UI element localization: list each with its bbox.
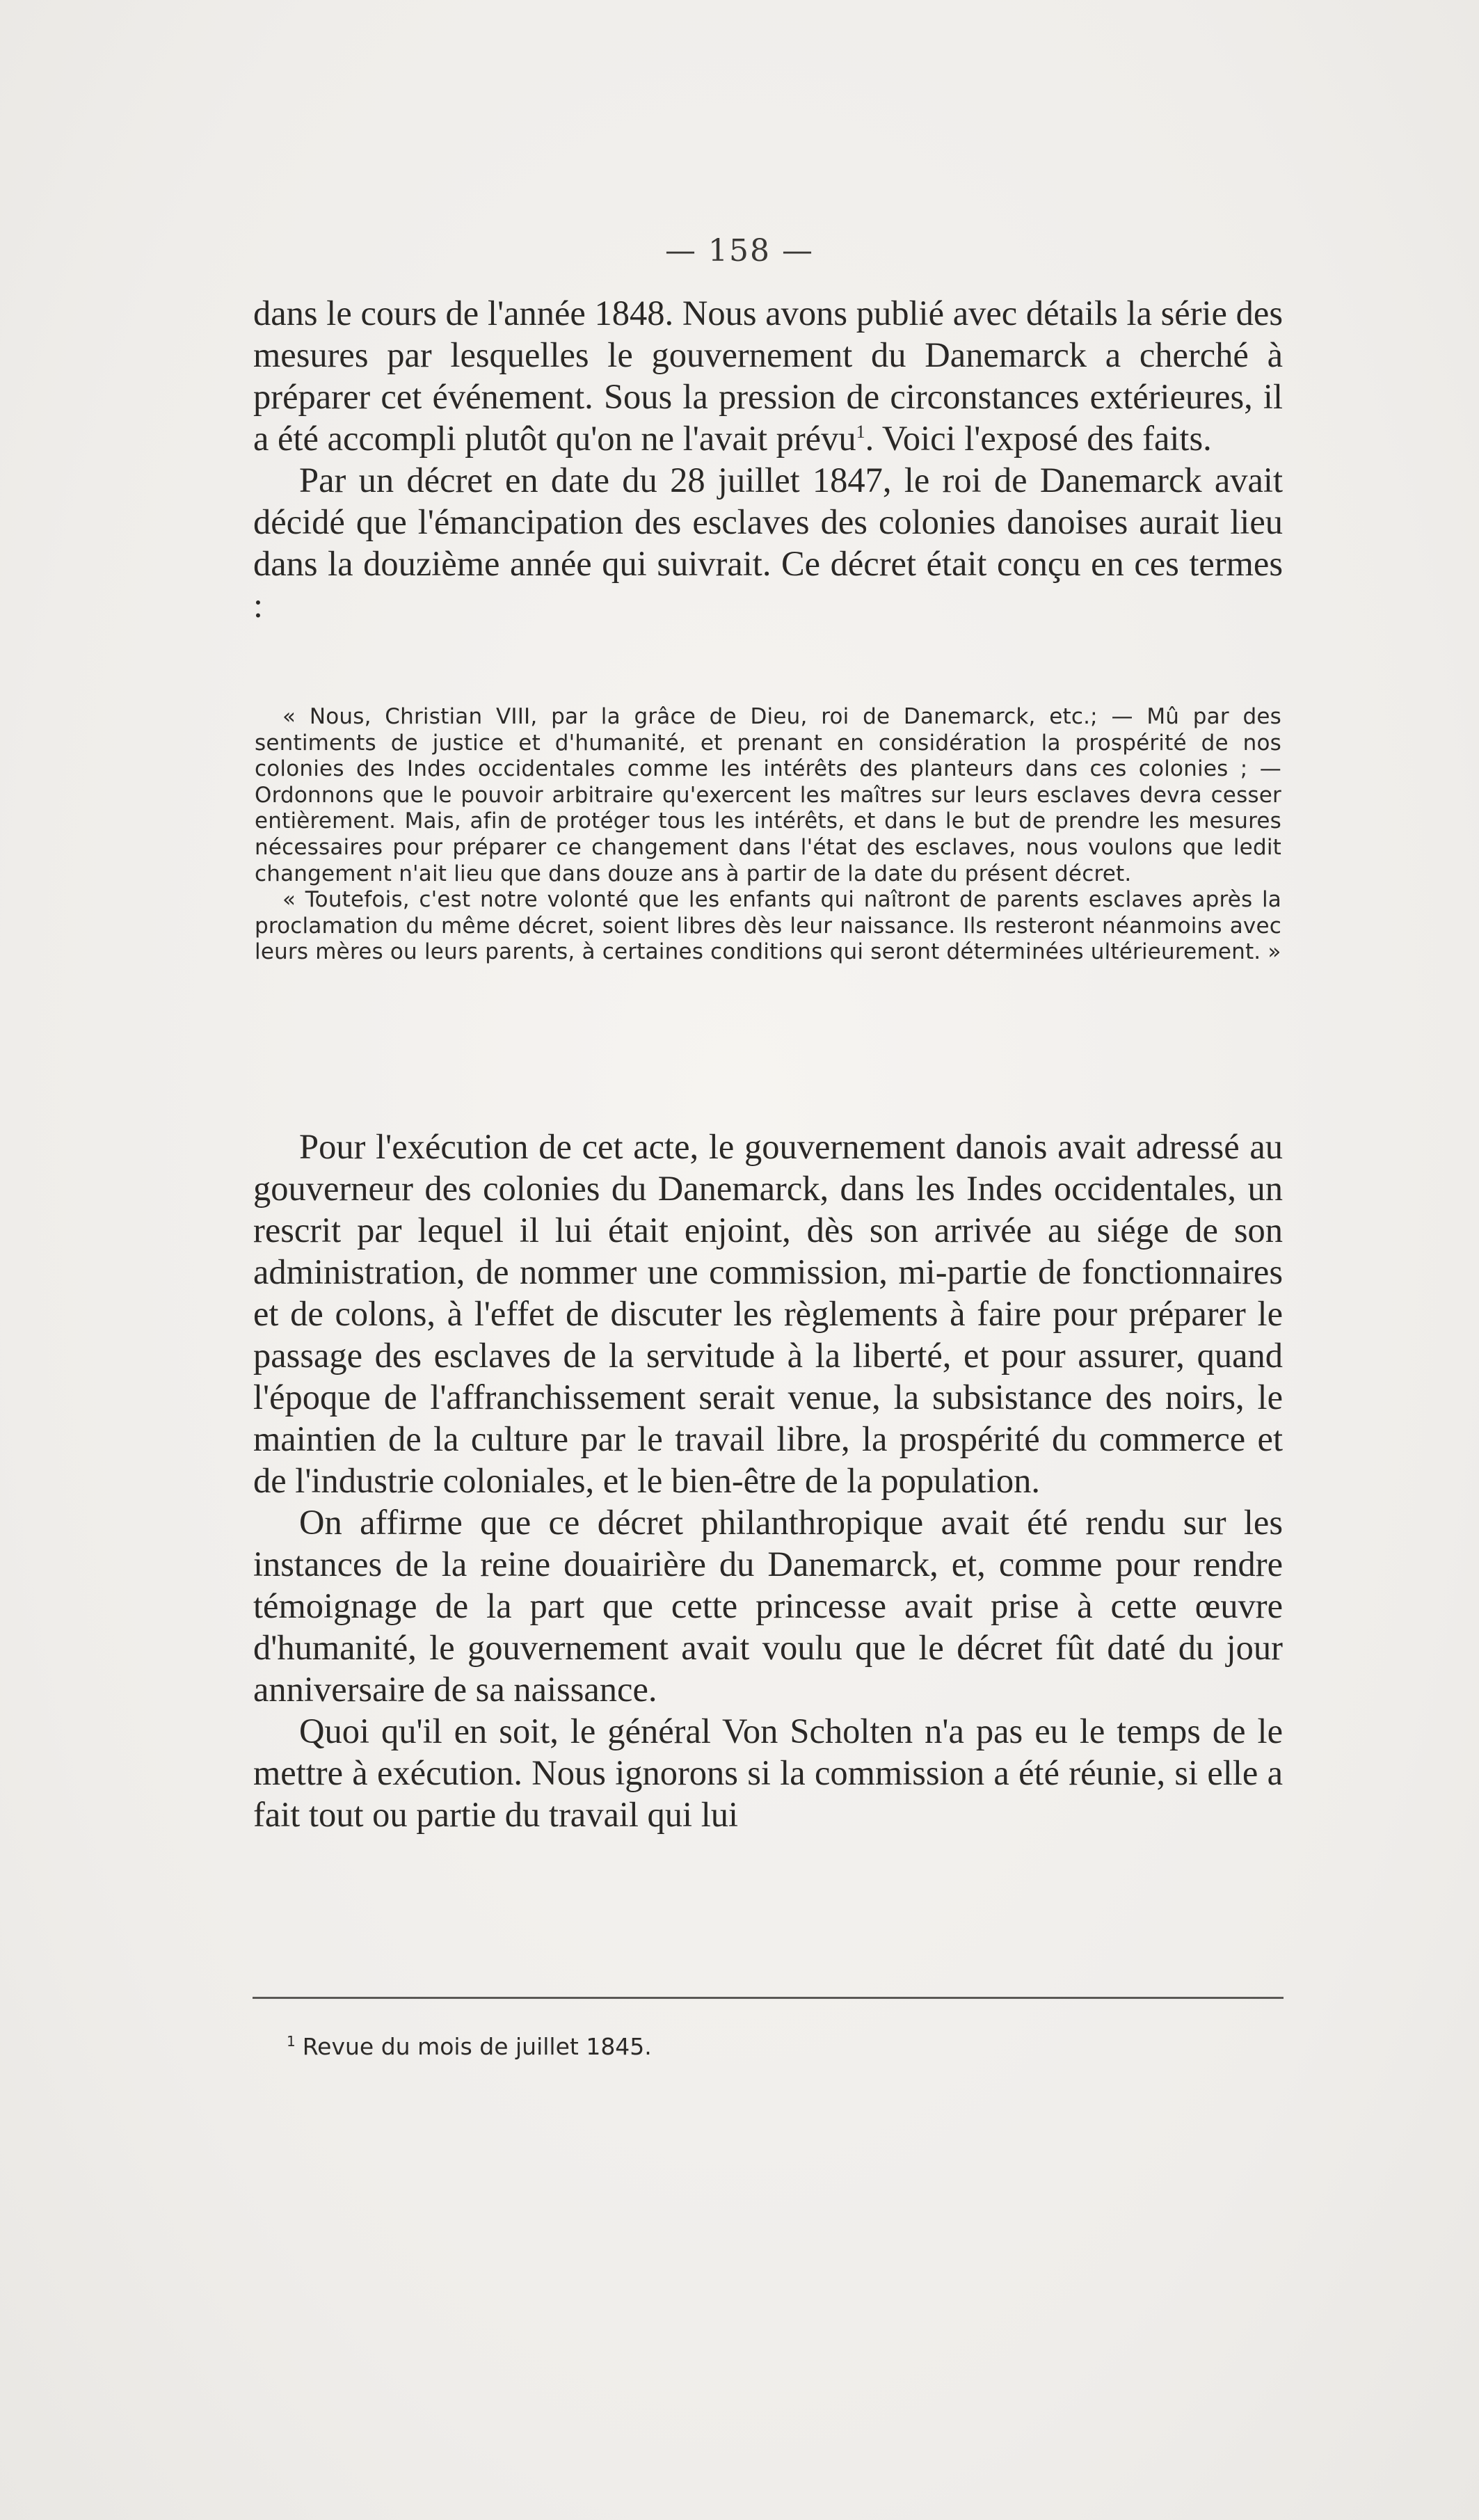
footnote-text: Revue du mois de juillet 1845. [302, 2033, 652, 2060]
decree-quote [255, 704, 1281, 966]
paragraph-1-text-end: . Voici l'exposé des faits. [865, 419, 1212, 458]
paragraph-3: Pour l'exécution de cet acte, le gouvernement danois avait adressé au gouverneur des colonies du Danemarck, dans les Indes occidentales, un rescrit par lequel il lui était enjoint, dès son arrivée au siége de son administration, de nommer une commission, mi-partie de fonctionnaires et de colons, à l'effet de discuter les règlements à faire pour préparer le passage des esclaves de la servitude à la liberté, et pour assurer, quand l'époque de l'affranchissement serait venue, la subsistance des noirs, le maintien de la culture par le travail libre, la prospérité du commerce et de l'industrie coloniales, et le bien-être de la population. [253, 1127, 1283, 1500]
paragraph-2: Par un décret en date du 28 juillet 1847, le roi de Danemarck avait décidé que l'émancipation des esclaves des colonies danoises aurait lieu dans la douzième année qui suivrait. Ce décret était conçu en ces termes : [253, 461, 1283, 625]
paragraph-1 [253, 292, 1283, 459]
footnote-reference: 1 [856, 422, 865, 442]
footnote-rule [253, 1997, 1284, 1999]
quote-paragraph-1: « Nous, Christian VIII, par la grâce de Dieu, roi de Danemarck, etc.; — Mû par des sentiments de justice et d'humanité, et prenant en considération la prospérité de nos colonies des Indes occidentales comme les intérêts des planteurs dans ces colonies ; — Ordonnons que le pouvoir arbitraire qu'exercent les maîtres sur leurs esclaves devra cesser entièrement. Mais, afin de protéger tous les intérêts, et dans le but de prendre les mesures nécessaires pour préparer ce changement dans l'état des esclaves, nous voulons que ledit changement n'ait lieu que dans douze ans à partir de la date du présent décret. [255, 704, 1281, 886]
paragraph-5: Quoi qu'il en soit, le général Von Scholten n'a pas eu le temps de le mettre à exécution. Nous ignorons si la commission a été réunie, si elle a fait tout ou partie du travail qui lui [253, 1712, 1283, 1834]
lower-text-block [253, 1126, 1283, 1835]
paragraph-4: On affirme que ce décret philanthropique avait été rendu sur les instances de la reine douairière du Danemarck, et, comme pour rendre témoignage de la part que cette princesse avait prise à cette œuvre d'humanité, le gouvernement avait voulu que le décret fût daté du jour anniversaire de sa naissance. [253, 1503, 1283, 1709]
footnote-mark: 1 [287, 2033, 296, 2050]
quote-paragraph-2: « Toutefois, c'est notre volonté que les enfants qui naîtront de parents esclaves après la proclamation du même décret, soient libres dès leur naissance. Ils resteront néanmoins avec leurs mères ou leurs parents, à certaines conditions qui seront déterminées ultérieurement. » [255, 887, 1281, 965]
paragraph-1-text: dans le cours de l'année 1848. Nous avons publié avec détails la série des mesures par lesquelles le gouvernement du Danemarck a cherché à préparer cet événement. Sous la pression de circonstances extérieures, il a été accompli plutôt qu'on ne l'avait prévu [253, 294, 1283, 458]
page-number: — 158 — [665, 233, 814, 269]
upper-text-block [253, 292, 1283, 626]
footnote [287, 2027, 652, 2061]
